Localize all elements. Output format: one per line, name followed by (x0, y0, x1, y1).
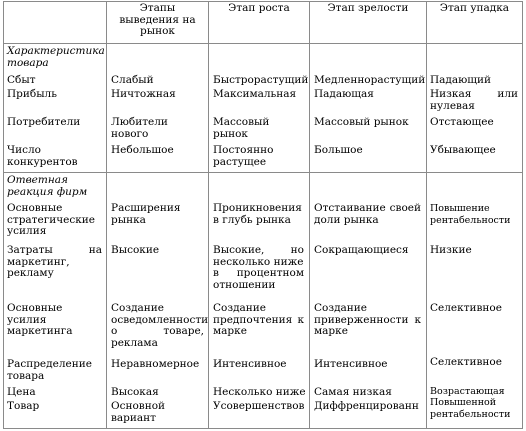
section-title-product: Характеристика товара (7, 45, 105, 69)
col-divider-4 (426, 1, 427, 429)
header-stage-growth: Этап роста (228, 2, 290, 14)
border-right (522, 1, 523, 429)
cell-strategy-maturity: Отстаивание своей доли рынка (314, 202, 421, 226)
cell-sales-decline: Падающий (430, 74, 492, 86)
col-divider-1 (106, 1, 107, 429)
cell-competitors-growth: Постоянно растущее (213, 144, 274, 168)
cell-efforts-decline: Селективное (430, 302, 502, 314)
cell-strategy-intro: Расширения рынка (111, 202, 181, 226)
row-label-sales: Сбыт (7, 74, 36, 86)
cell-sales-growth: Быстрорастущий (213, 74, 309, 86)
cell-profit-maturity: Падающая (314, 88, 374, 100)
cell-strategy-decline: Повышение рентабельности (430, 203, 511, 226)
cell-sales-intro: Слабый (111, 74, 154, 86)
row-label-strategy: Основные стратегические усилия (7, 202, 96, 237)
row-label-profit: Прибыль (7, 88, 57, 100)
cell-consumers-growth: Массовый рынок (213, 116, 270, 140)
row-label-product: Товар (7, 400, 40, 412)
cell-price-intro: Высокая (111, 386, 159, 398)
row-label-price: Цена (7, 386, 36, 398)
row-label-distribution: Распределение товара (7, 358, 92, 382)
row-divider-section (3, 172, 523, 173)
cell-strategy-growth: Проникновения в глубь рынка (213, 202, 302, 226)
header-stage-intro: Этапы выведения на рынок (119, 2, 196, 37)
cell-competitors-maturity: Большое (314, 144, 363, 156)
border-bottom (3, 428, 523, 429)
cell-costs-maturity: Сокращающиеся (314, 244, 409, 256)
cell-distribution-intro: Неравномерное (111, 358, 200, 370)
cell-distribution-decline: Селективное (430, 356, 502, 368)
cell-efforts-intro: Создание осведомленности о товаре, реклама (111, 302, 209, 349)
cell-price-decline: Возрастающая (430, 386, 505, 397)
cell-product-decline: Повышенной рентабельности (430, 397, 511, 420)
cell-competitors-decline: Убывающее (430, 144, 496, 156)
cell-consumers-maturity: Массовый рынок (314, 116, 409, 128)
cell-product-maturity: Диффренцированн (314, 400, 419, 412)
cell-costs-intro: Высокие (111, 244, 160, 256)
col-divider-2 (208, 1, 209, 429)
cell-consumers-intro: Любители нового (111, 116, 168, 140)
border-left (3, 1, 4, 429)
cell-price-growth: Несколько ниже (213, 386, 306, 398)
header-stage-maturity: Этап зрелости (327, 2, 409, 14)
cell-efforts-maturity: Создание приверженности к марке (314, 302, 421, 337)
header-stage-decline: Этап упадка (439, 2, 510, 14)
cell-costs-growth: Высокие, но несколько ниже в процентном отношении (213, 244, 304, 291)
cell-costs-decline: Низкие (430, 244, 472, 256)
cell-distribution-maturity: Интенсивное (314, 358, 388, 370)
cell-product-growth: Усовершенствов (213, 400, 305, 412)
cell-price-maturity: Самая низкая (314, 386, 392, 398)
row-divider-header (3, 43, 523, 44)
cell-distribution-growth: Интенсивное (213, 358, 287, 370)
cell-profit-intro: Ничтожная (111, 88, 176, 100)
row-label-marketing-costs: Затраты на маркетинг, рекламу (7, 244, 102, 279)
cell-product-intro: Основной вариант (111, 400, 166, 424)
col-divider-3 (309, 1, 310, 429)
cell-profit-decline-line1: Низкая или (430, 88, 518, 100)
cell-competitors-intro: Небольшое (111, 144, 174, 156)
cell-profit-decline-line2: нулевая (430, 100, 475, 112)
row-label-consumers: Потребители (7, 116, 81, 128)
section-title-response: Ответная реакция фирм (7, 174, 88, 198)
row-label-marketing-efforts: Основные усилия маркетинга (7, 302, 73, 337)
row-label-competitors: Число конкурентов (7, 144, 78, 168)
cell-profit-growth: Максимальная (213, 88, 297, 100)
cell-consumers-decline: Отстающее (430, 116, 494, 128)
cell-efforts-growth: Создание предпочтения к марке (213, 302, 304, 337)
cell-sales-maturity: Медленнорастущий (314, 74, 426, 86)
